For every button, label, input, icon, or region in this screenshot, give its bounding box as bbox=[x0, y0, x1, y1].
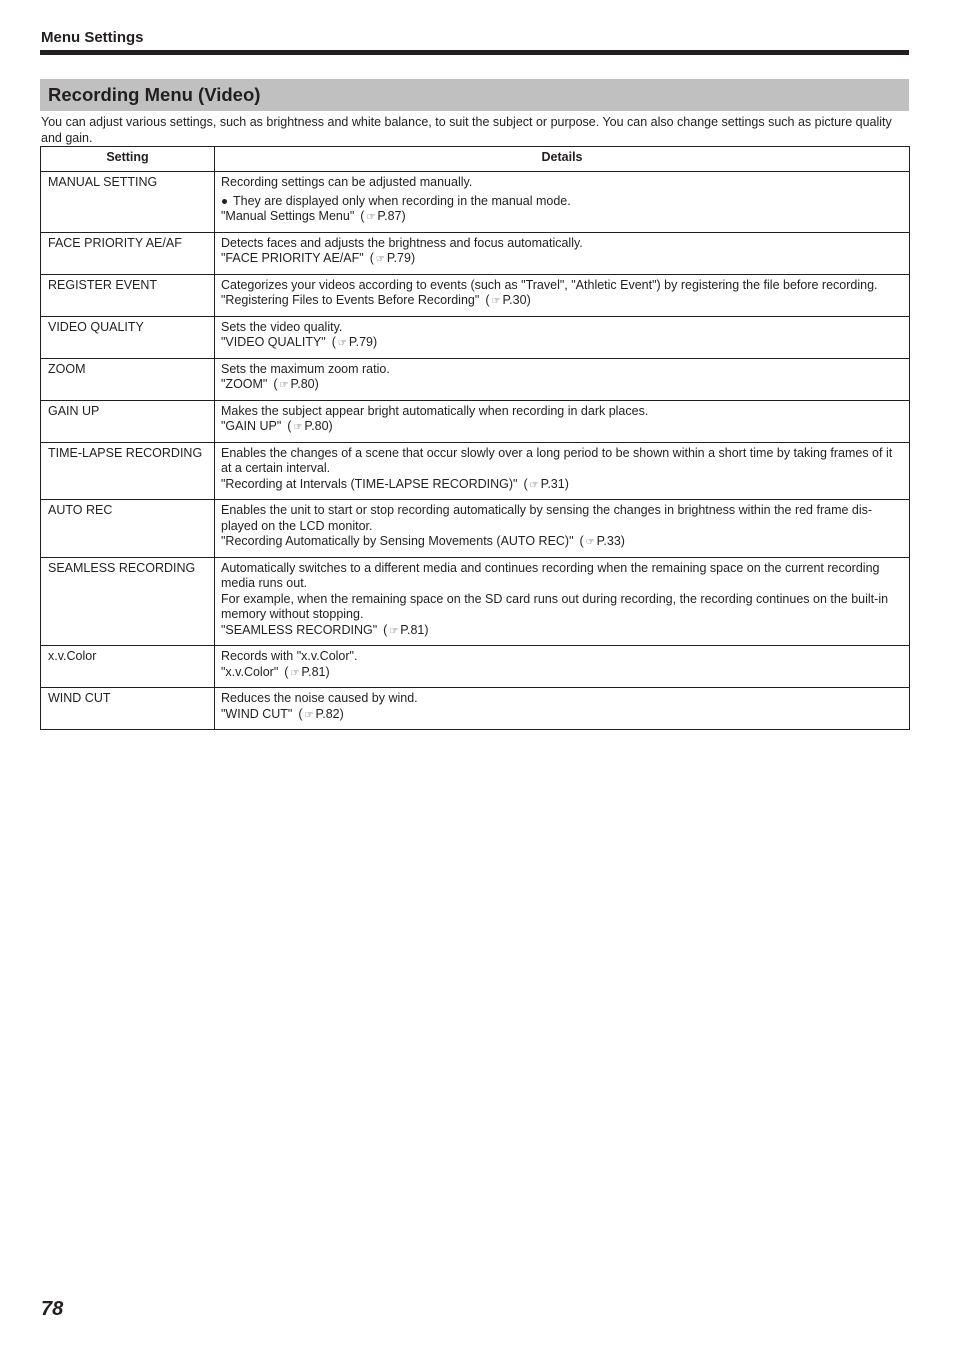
reference-open-paren: ( bbox=[273, 377, 278, 391]
reference-open-paren: ( bbox=[383, 622, 388, 637]
table-header-row bbox=[41, 147, 910, 172]
section-title: Recording Menu (Video) bbox=[48, 84, 261, 105]
finger-pointing-icon: ☞ bbox=[293, 422, 303, 433]
page-reference-link[interactable] bbox=[221, 477, 903, 494]
reference-close-paren: ) bbox=[410, 251, 416, 265]
details-text: Sets the maximum zoom ratio. bbox=[221, 361, 390, 376]
table-row bbox=[41, 274, 910, 316]
setting-name: MANUAL SETTING bbox=[41, 172, 215, 233]
details-text: Categorizes your videos according to events (such as "Travel", "Athletic Event") by registering the file before recording. bbox=[221, 277, 878, 292]
details-text: Makes the subject appear bright automatically when recording in dark places. bbox=[221, 403, 649, 418]
page-reference-link[interactable] bbox=[221, 707, 903, 724]
reference-open-paren: ( bbox=[298, 706, 303, 721]
finger-pointing-icon: ☞ bbox=[375, 254, 385, 265]
reference-page: P.80 bbox=[290, 377, 315, 391]
reference-page: P.81 bbox=[400, 622, 425, 637]
setting-name: TIME-LAPSE RECORDING bbox=[41, 442, 215, 500]
table-row bbox=[41, 172, 910, 233]
reference-label: "Manual Settings Menu" bbox=[221, 209, 355, 223]
reference-open-paren: ( bbox=[485, 293, 490, 307]
reference-label: "SEAMLESS RECORDING" bbox=[221, 622, 378, 637]
finger-pointing-icon: ☞ bbox=[585, 537, 595, 548]
reference-label: "Registering Files to Events Before Recording" bbox=[221, 293, 480, 307]
setting-name: AUTO REC bbox=[41, 500, 215, 558]
setting-details bbox=[215, 688, 910, 730]
reference-page: P.79 bbox=[386, 251, 411, 265]
header-title: Menu Settings bbox=[41, 29, 144, 46]
reference-open-paren: ( bbox=[331, 335, 336, 349]
reference-page: P.79 bbox=[348, 335, 373, 349]
details-text: Enables the unit to start or stop recording automatically by sensing the changes in brightness within the red frame dis-played on the LCD monitor. bbox=[221, 503, 873, 533]
setting-name: REGISTER EVENT bbox=[41, 274, 215, 316]
finger-pointing-icon: ☞ bbox=[529, 479, 539, 491]
setting-details bbox=[215, 442, 910, 500]
reference-label: "FACE PRIORITY AE/AF" bbox=[221, 251, 364, 265]
details-bullet: They are displayed only when recording in the manual mode. bbox=[221, 194, 903, 210]
reference-page: P.87 bbox=[377, 209, 402, 223]
setting-name: GAIN UP bbox=[41, 400, 215, 442]
page-reference-link[interactable] bbox=[221, 534, 903, 551]
column-header-setting: Setting bbox=[41, 147, 215, 172]
page-reference-link[interactable] bbox=[221, 209, 903, 226]
page-reference-link[interactable] bbox=[221, 623, 903, 640]
setting-name: FACE PRIORITY AE/AF bbox=[41, 232, 215, 274]
setting-details bbox=[215, 646, 910, 688]
setting-details bbox=[215, 400, 910, 442]
details-text: Reduces the noise caused by wind. bbox=[221, 691, 418, 705]
table-row bbox=[41, 557, 910, 646]
setting-details bbox=[215, 500, 910, 558]
intro-paragraph: You can adjust various settings, such as brightness and white balance, to suit the subject or purpose. You can also change settings such as picture quality and gain. bbox=[41, 115, 892, 145]
reference-close-paren: ) bbox=[401, 209, 406, 223]
setting-name: ZOOM bbox=[41, 358, 215, 400]
page-reference-link[interactable] bbox=[221, 377, 903, 394]
details-text: Records with "x.v.Color". bbox=[221, 649, 358, 663]
details-text: Recording settings can be adjusted manually. bbox=[221, 175, 473, 189]
table-row bbox=[41, 646, 910, 688]
details-text: Enables the changes of a scene that occur slowly over a long period to be shown within a short time by taking frames of it at a certain interval. bbox=[221, 445, 893, 475]
finger-pointing-icon: ☞ bbox=[337, 338, 347, 349]
reference-open-paren: ( bbox=[579, 534, 584, 548]
reference-close-paren: ) bbox=[526, 293, 531, 307]
finger-pointing-icon: ☞ bbox=[366, 212, 376, 223]
setting-name: x.v.Color bbox=[41, 646, 215, 688]
table-row bbox=[41, 358, 910, 400]
reference-page: P.81 bbox=[301, 664, 326, 679]
setting-details bbox=[215, 274, 910, 316]
setting-details bbox=[215, 358, 910, 400]
table-body bbox=[41, 172, 910, 730]
settings-table bbox=[40, 146, 910, 730]
reference-open-paren: ( bbox=[284, 664, 289, 679]
details-text: Sets the video quality. bbox=[221, 319, 343, 334]
page-reference-link[interactable] bbox=[221, 419, 903, 436]
page-number: 78 bbox=[41, 1298, 64, 1320]
details-text: Detects faces and adjusts the brightness and focus automatically. bbox=[221, 235, 583, 250]
table-row bbox=[41, 500, 910, 558]
reference-open-paren: ( bbox=[360, 209, 365, 223]
page-reference-link[interactable] bbox=[221, 251, 903, 268]
table-row bbox=[41, 442, 910, 500]
table-row bbox=[41, 400, 910, 442]
table-row bbox=[41, 232, 910, 274]
header-rule bbox=[40, 50, 909, 55]
details-text: For example, when the remaining space on the SD card runs out during recording, the recording continues on the built-in memory without stopping. bbox=[221, 591, 889, 621]
reference-page: P.33 bbox=[596, 534, 621, 548]
setting-details bbox=[215, 316, 910, 358]
finger-pointing-icon: ☞ bbox=[389, 625, 399, 637]
details-text: Automatically switches to a different media and continues recording when the remaining space on the current recording media runs out. bbox=[221, 560, 880, 590]
page-reference-link[interactable] bbox=[221, 335, 903, 352]
reference-close-paren: ) bbox=[325, 664, 330, 679]
setting-details bbox=[215, 232, 910, 274]
column-header-details: Details bbox=[215, 147, 910, 172]
reference-close-paren: ) bbox=[372, 335, 378, 349]
setting-name: SEAMLESS RECORDING bbox=[41, 557, 215, 646]
reference-label: "VIDEO QUALITY" bbox=[221, 335, 326, 349]
table-row bbox=[41, 688, 910, 730]
finger-pointing-icon: ☞ bbox=[279, 380, 289, 391]
reference-close-paren: ) bbox=[620, 534, 625, 548]
reference-label: "WIND CUT" bbox=[221, 706, 293, 721]
reference-page: P.82 bbox=[315, 706, 340, 721]
reference-close-paren: ) bbox=[424, 622, 429, 637]
finger-pointing-icon: ☞ bbox=[290, 667, 300, 679]
reference-label: "x.v.Color" bbox=[221, 664, 279, 679]
reference-label: "Recording Automatically by Sensing Movements (AUTO REC)" bbox=[221, 534, 574, 548]
reference-open-paren: ( bbox=[287, 419, 292, 433]
reference-close-paren: ) bbox=[339, 706, 344, 721]
reference-page: P.80 bbox=[304, 419, 329, 433]
reference-close-paren: ) bbox=[564, 476, 569, 491]
setting-details bbox=[215, 172, 910, 233]
section-bar bbox=[40, 79, 909, 111]
reference-open-paren: ( bbox=[369, 251, 374, 265]
setting-details bbox=[215, 557, 910, 646]
reference-page: P.31 bbox=[540, 476, 565, 491]
finger-pointing-icon: ☞ bbox=[491, 296, 501, 307]
reference-label: "Recording at Intervals (TIME-LAPSE RECORDING)" bbox=[221, 476, 518, 491]
reference-close-paren: ) bbox=[328, 419, 333, 433]
page-reference-link[interactable] bbox=[221, 665, 903, 682]
reference-page: P.30 bbox=[502, 293, 527, 307]
reference-close-paren: ) bbox=[314, 377, 319, 391]
setting-name: VIDEO QUALITY bbox=[41, 316, 215, 358]
reference-open-paren: ( bbox=[523, 476, 528, 491]
setting-name: WIND CUT bbox=[41, 688, 215, 730]
page-reference-link[interactable] bbox=[221, 293, 903, 310]
reference-label: "GAIN UP" bbox=[221, 419, 282, 433]
finger-pointing-icon: ☞ bbox=[304, 709, 314, 721]
table-row bbox=[41, 316, 910, 358]
reference-label: "ZOOM" bbox=[221, 377, 268, 391]
